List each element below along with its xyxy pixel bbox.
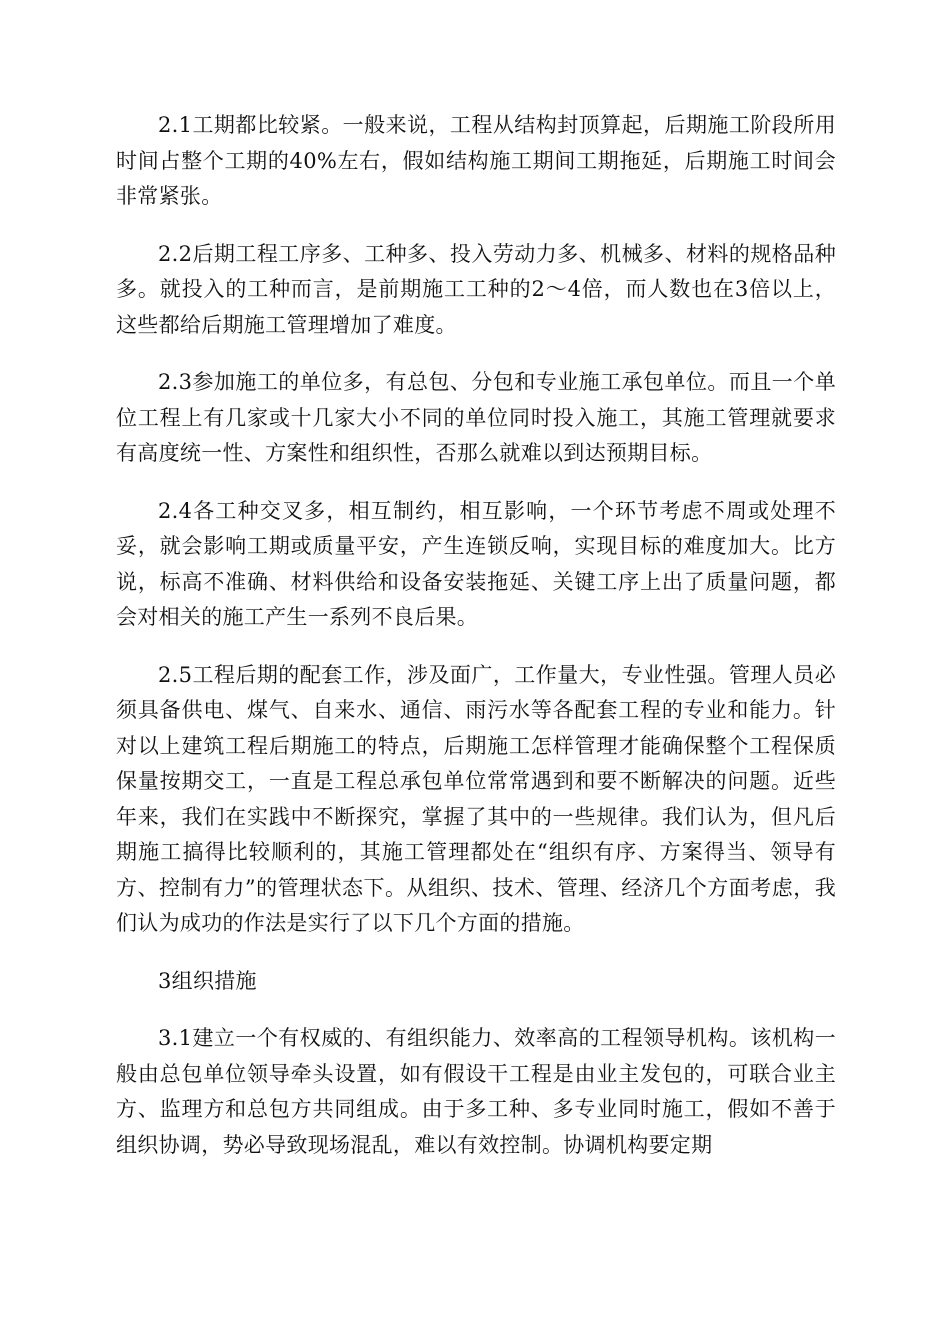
paragraph-3-1: 3.1建立一个有权威的、有组织能力、效率高的工程领导机构。该机构一般由总包单位领导牵头设置，如有假设干工程是由业主发包的，可联合业主方、监理方和总包方共同组成。由于多工种、多专业同时施工，假如不善于组织协调，势必导致现场混乱，难以有效控制。协调机构要定期 xyxy=(116,1026,836,1157)
paragraph-2-4: 2.4各工种交叉多，相互制约，相互影响，一个环节考虑不周或处理不妥，就会影响工期或质量平安，产生连锁反响，实现目标的难度加大。比方说，标高不准确、材料供给和设备安装拖延、关键工序上出了质量问题，都会对相关的施工产生一系列不良后果。 xyxy=(116,498,836,629)
section-heading: 3组织措施 xyxy=(158,968,257,993)
paragraph-2-2: 2.2后期工程工序多、工种多、投入劳动力多、机械多、材料的规格品种多。就投入的工种而言，是前期施工工种的2～4倍，而人数也在3倍以上，这些都给后期施工管理增加了难度。 xyxy=(116,241,836,337)
paragraph-2-5: 2.5工程后期的配套工作，涉及面广，工作量大，专业性强。管理人员必须具备供电、煤气、自来水、通信、雨污水等各配套工程的专业和能力。针对以上建筑工程后期施工的特点，后期施工怎样管理才能确保整个工程保质保量按期交工，一直是工程总承包单位常常遇到和要不断解决的问题。近些年来，我们在实践中不断探究，掌握了其中的一些规律。我们认为，但凡后期施工搞得比较顺利的，其施工管理都处在“组织有序、方案得当、领导有方、控制有力”的管理状态下。从组织、技术、管理、经济几个方面考虑，我们认为成功的作法是实行了以下几个方面的措施。 xyxy=(116,662,836,935)
paragraph-2-3: 2.3参加施工的单位多，有总包、分包和专业施工承包单位。而且一个单位工程上有几家或十几家大小不同的单位同时投入施工，其施工管理就要求有高度统一性、方案性和组织性，否那么就难以到达预期目标。 xyxy=(116,370,836,465)
document-page xyxy=(116,108,836,1185)
paragraph-2-1: 2.1工期都比较紧。一般来说，工程从结构封顶算起，后期施工阶段所用时间占整个工期的40%左右，假如结构施工期间工期拖延，后期施工时间会非常紧张。 xyxy=(116,113,836,208)
